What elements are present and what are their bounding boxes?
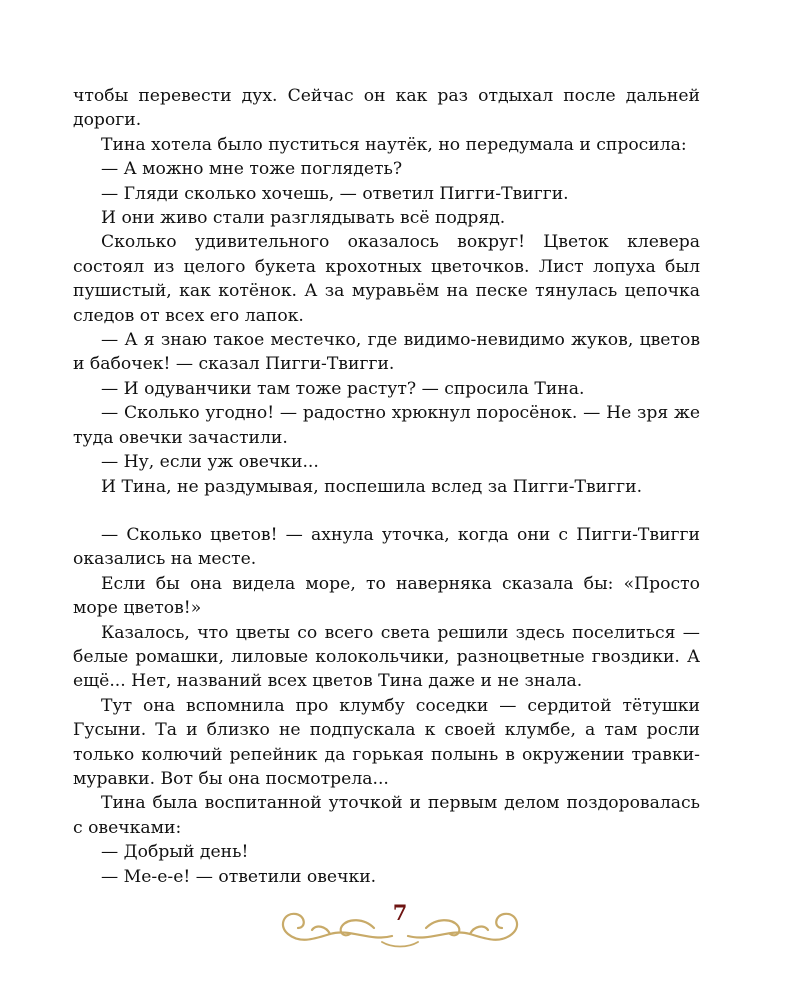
page-number: 7 (392, 900, 408, 925)
paragraph: И они живо стали разглядывать всё подряд. (101, 208, 506, 229)
paragraph: Тина была воспитанной уточкой и первым делом поздоровалась с овечками: (73, 793, 700, 838)
paragraph: Тут она вспомнила про клумбу соседки — сердитой тётушки Гусыни. Та и близко не подпускала к своей клумбе, а там росли только колючий репейник да горькая полынь в окружении травки-муравки. Вот бы она посмотрела... (73, 695, 700, 789)
paragraph: — А я знаю такое местечко, где видимо-невидимо жуков, цветов и бабочек! — сказал Пигги-Твигги. (73, 330, 700, 375)
paragraph: — И одуванчики там тоже растут? — спросила Тина. (101, 378, 585, 399)
section-break (73, 499, 700, 523)
paragraph: Казалось, что цветы со всего света решили здесь поселиться — белые ромашки, лиловые колокольчики, разноцветные гвоздики. А ещё... Нет, названий всех цветов Тина даже и не знала. (73, 622, 700, 692)
paragraph: Сколько удивительного оказалось вокруг! Цветок клевера состоял из целого букета крохотных цветочков. Лист лопуха был пушистый, как котёнок. А за муравьём на песке тянулась цепочка следов от всех его лапок. (73, 232, 700, 326)
page-footer (0, 898, 800, 958)
paragraph: — Добрый день! (101, 842, 249, 863)
paragraph: — Ну, если уж овечки... (101, 452, 319, 473)
paragraph: — А можно мне тоже поглядеть? (101, 159, 403, 180)
paragraph: чтобы перевести дух. Сейчас он как раз отдыхал после дальней дороги. (73, 86, 700, 131)
paragraph: — Сколько цветов! — ахнула уточка, когда они с Пигги-Твигги оказались на месте. (73, 524, 700, 570)
page-body (73, 84, 700, 889)
paragraph: Если бы она видела море, то наверняка сказала бы: «Просто море цветов!» (73, 573, 700, 619)
paragraph: — Гляди сколько хочешь, — ответил Пигги-Твигги. (101, 183, 569, 204)
paragraph: — Сколько угодно! — радостно хрюкнул поросёнок. — Не зря же туда овечки зачастили. (73, 403, 700, 448)
paragraph: Тина хотела было пуститься наутёк, но передумала и спросила: (101, 134, 687, 155)
paragraph: И Тина, не раздумывая, поспешила вслед за Пигги-Твигги. (101, 476, 643, 497)
paragraph: — Ме-е-е! — ответили овечки. (101, 866, 377, 887)
